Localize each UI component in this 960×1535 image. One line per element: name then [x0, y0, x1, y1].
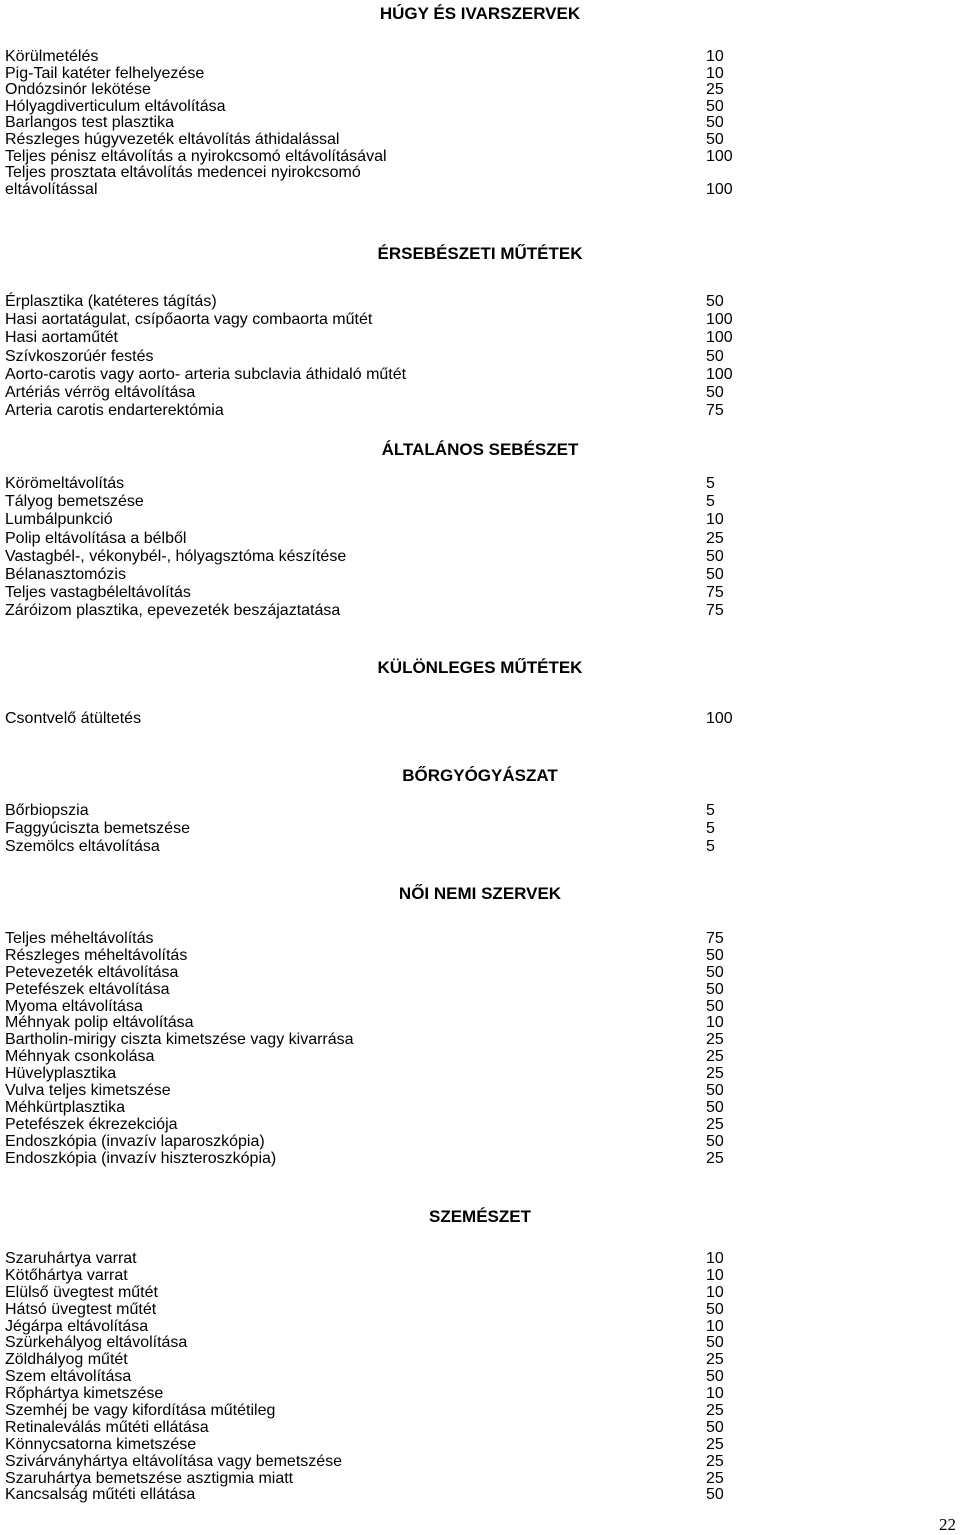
item-value: 50 — [706, 547, 724, 565]
item-label: Részleges méheltávolítás — [5, 946, 188, 964]
item-value: 50 — [706, 114, 724, 132]
section-title: ÉRSEBÉSZETI MŰTÉTEK — [377, 244, 583, 263]
item-value: 10 — [706, 1385, 724, 1403]
list-item — [0, 710, 760, 728]
item-label: Hasi aortatágulat, csípőaorta vagy combaorta műtét — [5, 311, 373, 329]
item-label: Barlangos test plasztika — [5, 114, 174, 132]
list-item — [0, 838, 760, 856]
list-item — [0, 1117, 760, 1134]
section-title: NŐI NEMI SZERVEK — [398, 884, 562, 903]
item-value: 10 — [706, 1250, 724, 1267]
list-item — [0, 530, 760, 548]
list-item — [0, 931, 760, 948]
item-value: 50 — [706, 963, 724, 981]
list-item — [0, 1083, 760, 1100]
item-value: 75 — [706, 402, 724, 420]
item-value: 25 — [706, 1469, 724, 1487]
list-item — [0, 1454, 760, 1471]
list-item — [0, 1100, 760, 1117]
list-item — [0, 132, 760, 149]
item-value: 100 — [706, 365, 733, 383]
item-value: 25 — [706, 81, 724, 99]
item-label: Teljes vastagbéleltávolítás — [5, 584, 191, 602]
list-item — [0, 1032, 760, 1049]
list-item — [0, 66, 760, 83]
item-value: 50 — [706, 946, 724, 964]
item-value: 50 — [706, 1418, 724, 1436]
item-label: Rőphártya kimetszése — [5, 1385, 164, 1403]
item-value: 50 — [706, 130, 724, 148]
item-value: 10 — [706, 511, 724, 529]
item-label: Petevezeték eltávolítása — [5, 963, 179, 981]
item-label: Körülmetélés — [5, 48, 99, 65]
item-label: Ondózsinór lekötése — [5, 81, 151, 99]
item-value: 25 — [706, 1065, 724, 1083]
list-item — [0, 1471, 760, 1488]
list-item — [0, 1151, 760, 1168]
section-list — [0, 710, 760, 728]
list-item — [0, 348, 760, 366]
item-value: 25 — [706, 1031, 724, 1049]
section-title: BŐRGYÓGYÁSZAT — [402, 766, 558, 785]
item-value: 5 — [706, 802, 715, 819]
item-value: 50 — [706, 97, 724, 115]
item-value: 5 — [706, 838, 715, 856]
list-item — [0, 293, 760, 311]
item-label: Kancsalság műtéti ellátása — [5, 1486, 196, 1504]
list-item — [0, 1335, 760, 1352]
list-item — [0, 982, 760, 999]
section-list — [0, 475, 760, 621]
item-value: 10 — [706, 1317, 724, 1335]
list-item — [0, 366, 760, 384]
item-label: Szemölcs eltávolítása — [5, 838, 160, 856]
list-item — [0, 1420, 760, 1437]
list-item — [0, 548, 760, 566]
section-title: KÜLÖNLEGES MŰTÉTEK — [377, 658, 583, 677]
item-label: Pig-Tail katéter felhelyezése — [5, 64, 205, 82]
item-label: Petefészek ékrezekciója — [5, 1115, 178, 1133]
item-value: 10 — [706, 48, 724, 65]
item-label: Jégárpa eltávolítása — [5, 1317, 149, 1335]
section-list — [0, 802, 760, 857]
item-value: 25 — [706, 1149, 724, 1167]
list-item — [0, 384, 760, 402]
list-item — [0, 566, 760, 584]
item-label: Méhnyak csonkolása — [5, 1048, 155, 1066]
item-value: 75 — [706, 602, 724, 620]
section-title: ÁLTALÁNOS SEBÉSZET — [381, 440, 579, 459]
item-value: 50 — [706, 347, 724, 365]
list-item — [0, 511, 760, 529]
item-label: Lumbálpunkció — [5, 511, 113, 529]
item-value: 10 — [706, 64, 724, 82]
item-label: Szemhéj be vagy kifordítása műtétileg — [5, 1402, 276, 1420]
list-item — [0, 1015, 760, 1032]
item-label: Arteria carotis endarterektómia — [5, 402, 224, 420]
item-label: Szem eltávolítása — [5, 1368, 132, 1386]
item-label: Részleges húgyvezeték eltávolítás áthidalással — [5, 130, 340, 148]
list-item — [0, 1049, 760, 1066]
item-label: Zöldhályog műtét — [5, 1351, 128, 1369]
item-value: 50 — [706, 1334, 724, 1352]
list-item — [0, 1403, 760, 1420]
item-label: Érplasztika (katéteres tágítás) — [5, 293, 217, 310]
item-label: Myoma eltávolítása — [5, 997, 143, 1015]
item-label: Körömeltávolítás — [5, 475, 125, 492]
item-label: Hüvelyplasztika — [5, 1065, 117, 1083]
item-label: Bőrbiopszia — [5, 802, 89, 819]
item-value: 25 — [706, 1351, 724, 1369]
item-value: 25 — [706, 1452, 724, 1470]
section-list — [0, 293, 760, 420]
item-value: 100 — [706, 180, 733, 198]
list-item — [0, 1302, 760, 1319]
list-item — [0, 311, 760, 329]
item-label: Teljes méheltávolítás — [5, 930, 154, 947]
item-label — [5, 165, 361, 198]
item-value: 5 — [706, 493, 715, 511]
list-item — [0, 602, 760, 620]
item-value: 75 — [706, 930, 724, 947]
item-value: 50 — [706, 1098, 724, 1116]
item-value: 25 — [706, 1115, 724, 1133]
page-number: 22 — [939, 1515, 956, 1534]
item-label: Tályog bemetszése — [5, 493, 144, 511]
section-title: HÚGY ÉS IVARSZERVEK — [379, 4, 581, 23]
item-value: 50 — [706, 293, 724, 310]
item-value: 50 — [706, 1486, 724, 1504]
item-value: 75 — [706, 584, 724, 602]
section-title: SZEMÉSZET — [428, 1207, 531, 1226]
item-label: Aorto-carotis vagy aorto- arteria subclavia áthidaló műtét — [5, 365, 407, 383]
item-value: 50 — [706, 1300, 724, 1318]
item-label: Endoszkópia (invazív laparoszkópia) — [5, 1132, 265, 1150]
item-value: 100 — [706, 710, 733, 727]
item-label: Artériás vérrög eltávolítása — [5, 383, 196, 401]
item-label: Polip eltávolítása a bélből — [5, 529, 187, 547]
item-value: 10 — [706, 1014, 724, 1032]
list-item — [0, 999, 760, 1016]
list-item — [0, 149, 760, 166]
item-label: Csontvelő átültetés — [5, 710, 142, 727]
item-label: Szaruhártya varrat — [5, 1250, 137, 1267]
item-label-line2: eltávolítással — [5, 180, 98, 198]
list-item — [0, 820, 760, 838]
item-label: Bartholin-mirigy ciszta kimetszése vagy kivarrása — [5, 1031, 354, 1049]
item-value: 50 — [706, 980, 724, 998]
section-list — [0, 49, 760, 198]
item-value: 25 — [706, 1048, 724, 1066]
list-item — [0, 99, 760, 116]
item-value: 10 — [706, 1266, 724, 1284]
list-item — [0, 1268, 760, 1285]
list-item — [0, 1066, 760, 1083]
item-value: 100 — [706, 329, 733, 347]
item-label: Kötőhártya varrat — [5, 1266, 128, 1284]
item-label: Záróizom plasztika, epevezeték beszájaztatása — [5, 602, 341, 620]
list-item — [0, 1369, 760, 1386]
list-item — [0, 1352, 760, 1369]
list-item — [0, 948, 760, 965]
list-item — [0, 1487, 760, 1504]
list-item — [0, 1319, 760, 1336]
item-value: 50 — [706, 565, 724, 583]
item-label: Hátsó üvegtest műtét — [5, 1300, 157, 1318]
item-value: 50 — [706, 997, 724, 1015]
item-value: 10 — [706, 1283, 724, 1301]
item-label: Hólyagdiverticulum eltávolítása — [5, 97, 226, 115]
list-item — [0, 1285, 760, 1302]
item-label: Szaruhártya bemetszése asztigmia miatt — [5, 1469, 294, 1487]
list-item — [0, 165, 760, 198]
item-value: 25 — [706, 1402, 724, 1420]
item-label: Könnycsatorna kimetszése — [5, 1435, 197, 1453]
item-value: 100 — [706, 311, 733, 329]
item-label: Teljes pénisz eltávolítás a nyirokcsomó eltávolításával — [5, 147, 387, 165]
item-value: 100 — [706, 147, 733, 165]
item-label: Vastagbél-, vékonybél-, hólyagsztóma készítése — [5, 547, 347, 565]
item-label-line1: Teljes prosztata eltávolítás medencei nyirokcsomó — [5, 164, 361, 182]
item-value: 50 — [706, 383, 724, 401]
list-item — [0, 1251, 760, 1268]
list-item — [0, 49, 760, 66]
item-label: Hasi aortaműtét — [5, 329, 118, 347]
list-item — [0, 802, 760, 820]
item-label: Elülső üvegtest műtét — [5, 1283, 158, 1301]
item-label: Bélanasztomózis — [5, 565, 126, 583]
list-item — [0, 1437, 760, 1454]
list-item — [0, 493, 760, 511]
item-value: 50 — [706, 1368, 724, 1386]
list-item — [0, 329, 760, 347]
item-label: Petefészek eltávolítása — [5, 980, 170, 998]
list-item — [0, 402, 760, 420]
item-label: Retinaleválás műtéti ellátása — [5, 1418, 209, 1436]
item-label: Méhkürtplasztika — [5, 1098, 126, 1116]
item-value: 50 — [706, 1132, 724, 1150]
list-item — [0, 584, 760, 602]
item-label: Szívkoszorúér festés — [5, 347, 154, 365]
item-label: Szürkehályog eltávolítása — [5, 1334, 188, 1352]
item-value: 50 — [706, 1082, 724, 1100]
section-list — [0, 1251, 760, 1504]
item-label: Vulva teljes kimetszése — [5, 1082, 171, 1100]
item-value: 25 — [706, 529, 724, 547]
item-label: Méhnyak polip eltávolítása — [5, 1014, 194, 1032]
item-label: Szivárványhártya eltávolítása vagy bemetszése — [5, 1452, 343, 1470]
list-item — [0, 82, 760, 99]
list-item — [0, 1134, 760, 1151]
list-item — [0, 475, 760, 493]
item-value: 5 — [706, 475, 715, 492]
item-label: Faggyúciszta bemetszése — [5, 820, 190, 838]
section-list — [0, 931, 760, 1167]
list-item — [0, 1386, 760, 1403]
item-value: 5 — [706, 820, 715, 838]
list-item — [0, 965, 760, 982]
list-item — [0, 115, 760, 132]
item-label: Endoszkópia (invazív hiszteroszkópia) — [5, 1149, 277, 1167]
item-value: 25 — [706, 1435, 724, 1453]
